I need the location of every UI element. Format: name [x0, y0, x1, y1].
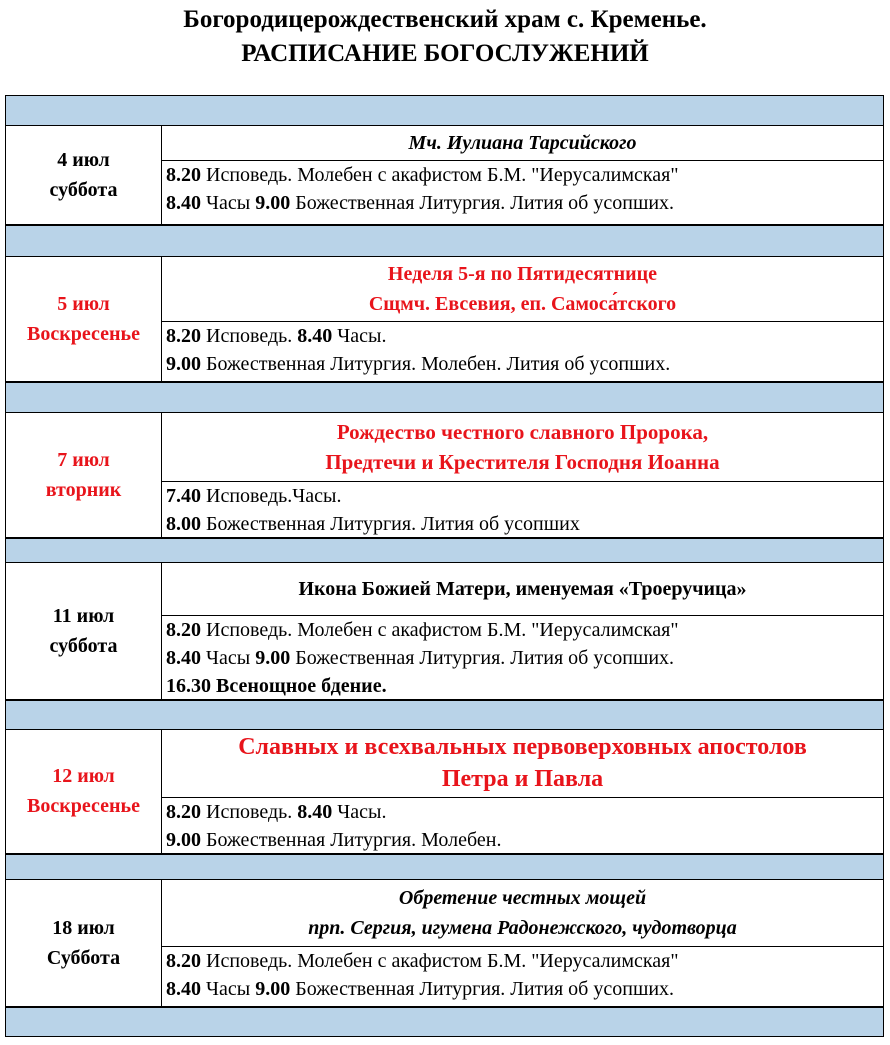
separator-band — [5, 700, 884, 730]
day-row — [5, 125, 884, 225]
service-time: 8.20 — [166, 164, 201, 186]
feast-title-cell — [162, 729, 883, 798]
service-time: 8.40 — [297, 801, 333, 823]
schedule-table — [5, 95, 884, 1045]
service-line — [166, 798, 883, 826]
date-label: 4 июл — [57, 148, 110, 171]
feast-title-line: Рождество честного славного Пророка, — [336, 419, 709, 444]
day-row — [5, 562, 884, 700]
service-text: Исповедь. Молебен с акафистом Б.М. "Иерусалимская" — [201, 619, 679, 641]
service-text: Часы — [201, 647, 256, 669]
page-title: РАСПИСАНИЕ БОГОСЛУЖЕНИЙ — [241, 40, 649, 67]
service-line — [166, 510, 883, 538]
service-text: Исповедь. — [201, 325, 298, 347]
service-time: 8.20 — [166, 619, 201, 641]
services-list — [162, 947, 883, 1006]
weekday-label: вторник — [45, 478, 122, 501]
service-time: 8.20 — [166, 325, 201, 347]
service-line — [166, 616, 883, 644]
date-cell — [6, 125, 162, 224]
feast-title-line: Славных и всехвальных первоверховных апостолов — [238, 734, 807, 760]
service-text: Исповедь. — [201, 801, 298, 823]
day-row — [5, 412, 884, 538]
day-row — [5, 879, 884, 1007]
separator-band — [5, 382, 884, 413]
date-cell — [6, 562, 162, 699]
service-line — [166, 482, 883, 510]
feast-title-cell — [162, 412, 883, 482]
service-time: 9.00 — [255, 192, 291, 214]
service-time: 8.00 — [166, 513, 201, 535]
date-label: 7 июл — [57, 448, 110, 471]
services-list — [162, 322, 883, 381]
services-list — [162, 161, 883, 224]
date-cell — [6, 256, 162, 381]
service-text: Божественная Литургия. Молебен. — [201, 829, 502, 851]
service-text: Часы — [201, 192, 256, 214]
services-list — [162, 482, 883, 537]
feast-title-line: прп. Сергия, игумена Радонежского, чудотворца — [308, 916, 737, 939]
date-cell — [6, 879, 162, 1006]
service-line — [166, 947, 883, 975]
service-text: Исповедь. Молебен с акафистом Б.М. "Иерусалимская" — [201, 950, 679, 972]
date-label: 12 июл — [52, 765, 115, 787]
weekday-label: суббота — [49, 178, 118, 201]
service-time: 8.20 — [166, 950, 201, 972]
feast-title-line: Икона Божией Матери, именуемая «Троеручица» — [298, 577, 747, 600]
service-text: Часы. — [332, 801, 387, 823]
weekday-label: суббота — [49, 634, 118, 657]
date-label: 18 июл — [52, 916, 115, 939]
service-text: Божественная Литургия. Лития об усопших. — [290, 192, 675, 214]
feast-title-line: Обретение честных мощей — [398, 886, 647, 909]
service-text: Часы — [201, 978, 256, 1000]
service-time: 9.00 — [166, 829, 201, 851]
weekday-label: Суббота — [46, 946, 121, 969]
service-text: Часы. — [332, 325, 387, 347]
separator-band — [5, 538, 884, 563]
services-list — [162, 798, 883, 853]
feast-title-line: Предтечи и Крестителя Господня Иоанна — [325, 449, 720, 474]
feast-title-cell — [162, 125, 883, 161]
church-name: Богородицерождественский храм с. Кременье. — [183, 6, 707, 33]
date-label: 5 июл — [57, 292, 110, 315]
service-text: Божественная Литургия. Лития об усопших. — [290, 978, 675, 1000]
service-line — [166, 826, 883, 854]
service-text: Божественная Литургия. Молебен. Лития об усопших. — [201, 353, 671, 375]
service-text: Божественная Литургия. Лития об усопших. — [290, 647, 675, 669]
service-line — [166, 644, 883, 672]
service-line — [166, 189, 883, 217]
weekday-label: Воскресенье — [27, 795, 140, 817]
service-time: 8.40 — [297, 325, 333, 347]
feast-title-cell — [162, 256, 883, 322]
feast-title-cell — [162, 562, 883, 616]
service-time: 8.40 — [166, 647, 201, 669]
service-line — [166, 350, 883, 378]
date-label: 11 июл — [52, 604, 115, 627]
service-time: 16.30 Всенощное бдение. — [166, 675, 387, 697]
service-time: 8.20 — [166, 801, 201, 823]
feast-title-line: Петра и Павла — [441, 766, 604, 792]
separator-band — [5, 854, 884, 880]
separator-band — [5, 95, 884, 126]
service-line — [166, 672, 883, 700]
services-list — [162, 616, 883, 699]
day-row — [5, 729, 884, 854]
service-line — [166, 975, 883, 1003]
service-time: 8.40 — [166, 978, 201, 1000]
service-line — [166, 322, 883, 350]
date-cell — [6, 729, 162, 853]
service-time: 7.40 — [166, 485, 201, 507]
service-time: 8.40 — [166, 192, 201, 214]
service-text: Исповедь.Часы. — [201, 485, 342, 507]
feast-title-line: Мч. Иулиана Тарсийского — [408, 131, 637, 154]
date-cell — [6, 412, 162, 537]
service-text: Божественная Литургия. Лития об усопших — [201, 513, 580, 535]
separator-band — [5, 225, 884, 257]
weekday-label: Воскресенье — [27, 322, 140, 345]
service-time: 9.00 — [255, 647, 291, 669]
feast-title-cell — [162, 879, 883, 947]
service-text: Исповедь. Молебен с акафистом Б.М. "Иерусалимская" — [201, 164, 679, 186]
feast-title-line: Неделя 5-я по Пятидесятнице — [387, 262, 658, 285]
feast-title-line: Сщмч. Евсевия, еп. Самоса́тского — [368, 292, 677, 315]
separator-band — [5, 1007, 884, 1037]
day-row — [5, 256, 884, 382]
service-line — [166, 161, 883, 189]
service-time: 9.00 — [166, 353, 201, 375]
service-time: 9.00 — [255, 978, 291, 1000]
